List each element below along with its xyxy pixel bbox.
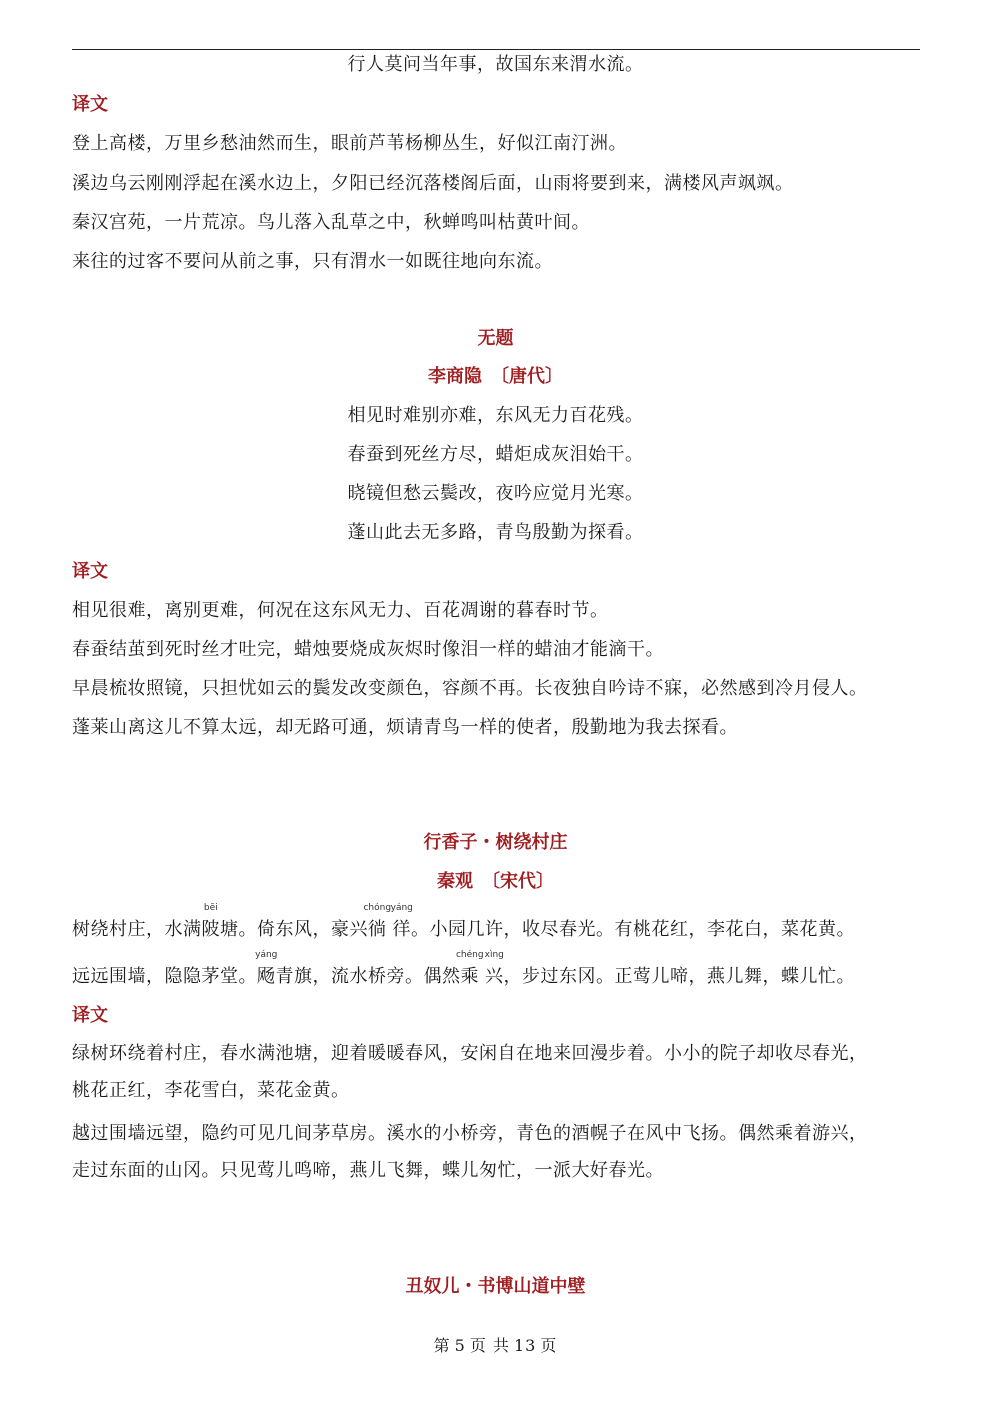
pinyin: yáng [390, 903, 413, 913]
poem-line [72, 950, 855, 990]
ruby-base: 飏 [257, 966, 276, 987]
translation-line: 绿树环绕着村庄，春水满池塘，迎着暖暖春风，安闲自在地来回漫步着。小小的院子却收尽春光， [72, 1043, 868, 1064]
ruby-base: 徜 [368, 919, 387, 940]
header-rule [72, 49, 920, 50]
ruby-base: 陂 [201, 919, 220, 940]
pinyin: chóng [363, 903, 392, 913]
poem-line: 蓬山此去无多路，青鸟殷勤为探看。 [347, 522, 644, 543]
ruby-base: 徉 [392, 919, 411, 940]
footer-page-number: 5 [454, 1336, 466, 1355]
pinyin: xìng [484, 950, 504, 960]
translation-line: 春蚕结茧到死时丝才吐完，蜡烛要烧成灰烬时像泪一样的蜡油才能滴干。 [72, 639, 664, 660]
ruby-char [255, 950, 278, 990]
poem-title: 行香子・树绕村庄 [423, 832, 568, 853]
ruby-base: 兴 [485, 966, 504, 987]
poem-last-line: 行人莫问当年事，故国东来渭水流。 [347, 54, 644, 75]
poem-line: 相见时难别亦难，东风无力百花残。 [347, 405, 644, 426]
ruby-char [484, 950, 504, 990]
translation-line: 早晨梳妆照镜，只担忧如云的鬓发改变颜色，容颜不再。长夜独自吟诗不寐，必然感到冷月侵人。 [72, 678, 868, 699]
poem-text: 青旗，流水桥旁。偶然 [275, 966, 461, 987]
translation-line: 蓬莱山离这儿不算太远，却无路可通，烦请青鸟一样的使者，殷勤地为我去探看。 [72, 717, 738, 738]
translation-heading: 译文 [72, 94, 108, 115]
poem-line: 晓镜但愁云鬓改，夜吟应觉月光寒。 [347, 483, 644, 504]
pinyin: bēi [203, 903, 218, 913]
poem-text: 塘。倚东风，豪兴 [220, 919, 368, 940]
translation-line: 越过围墙远望，隐约可见几间茅草房。溪水的小桥旁，青色的酒幌子在风中飞扬。偶然乘着游兴， [72, 1123, 868, 1144]
poem-line: 春蚕到死丝方尽，蜡炬成灰泪始干。 [347, 444, 644, 465]
poem-line [72, 903, 855, 943]
footer-total-pages: 13 [513, 1336, 537, 1355]
pinyin: chéng [455, 950, 484, 960]
footer-prefix: 第 [433, 1336, 451, 1355]
poem-title: 丑奴儿・书博山道中壁 [405, 1276, 586, 1297]
poem-author: 秦观 〔宋代〕 [437, 871, 554, 892]
translation-heading: 译文 [72, 561, 108, 582]
poem-author: 李商隐 〔唐代〕 [428, 366, 563, 387]
poem-text: 。小园几许，收尽春光。有桃花红，李花白，菜花黄。 [411, 919, 855, 940]
poem-text: 树绕村庄，水满 [72, 919, 202, 940]
poem-text: 远远围墙，隐隐茅堂。 [72, 966, 257, 987]
poem-text: ，步过东冈。正莺儿啼，燕儿舞，蝶儿忙。 [503, 966, 855, 987]
translation-line: 相见很难，离别更难，何况在这东风无力、百花凋谢的暮春时节。 [72, 600, 609, 621]
translation-line: 桃花正红，李花雪白，菜花金黄。 [72, 1080, 350, 1101]
translation-line: 溪边乌云刚刚浮起在溪水边上，夕阳已经沉落楼阁后面，山雨将要到来，满楼风声飒飒。 [72, 173, 794, 194]
translation-heading: 译文 [72, 1005, 108, 1026]
translation-line: 走过东面的山冈。只见莺儿鸣啼，燕儿飞舞，蝶儿匆忙，一派大好春光。 [72, 1160, 664, 1181]
ruby-char [201, 903, 221, 943]
translation-line: 来往的过客不要问从前之事，只有渭水一如既往地向东流。 [72, 251, 553, 272]
footer-suffix: 页 [540, 1336, 558, 1355]
poem-title: 无题 [477, 328, 514, 349]
translation-line: 登上高楼，万里乡愁油然而生，眼前芦苇杨柳丛生，好似江南汀洲。 [72, 133, 627, 154]
pinyin: yáng [255, 950, 278, 960]
footer-mid: 页 共 [469, 1336, 510, 1355]
ruby-char [455, 950, 484, 990]
ruby-char [363, 903, 392, 943]
ruby-char [390, 903, 413, 943]
ruby-base: 乘 [460, 966, 479, 987]
page-footer [0, 1334, 991, 1358]
translation-line: 秦汉宫苑，一片荒凉。鸟儿落入乱草之中，秋蝉鸣叫枯黄叶间。 [72, 212, 590, 233]
